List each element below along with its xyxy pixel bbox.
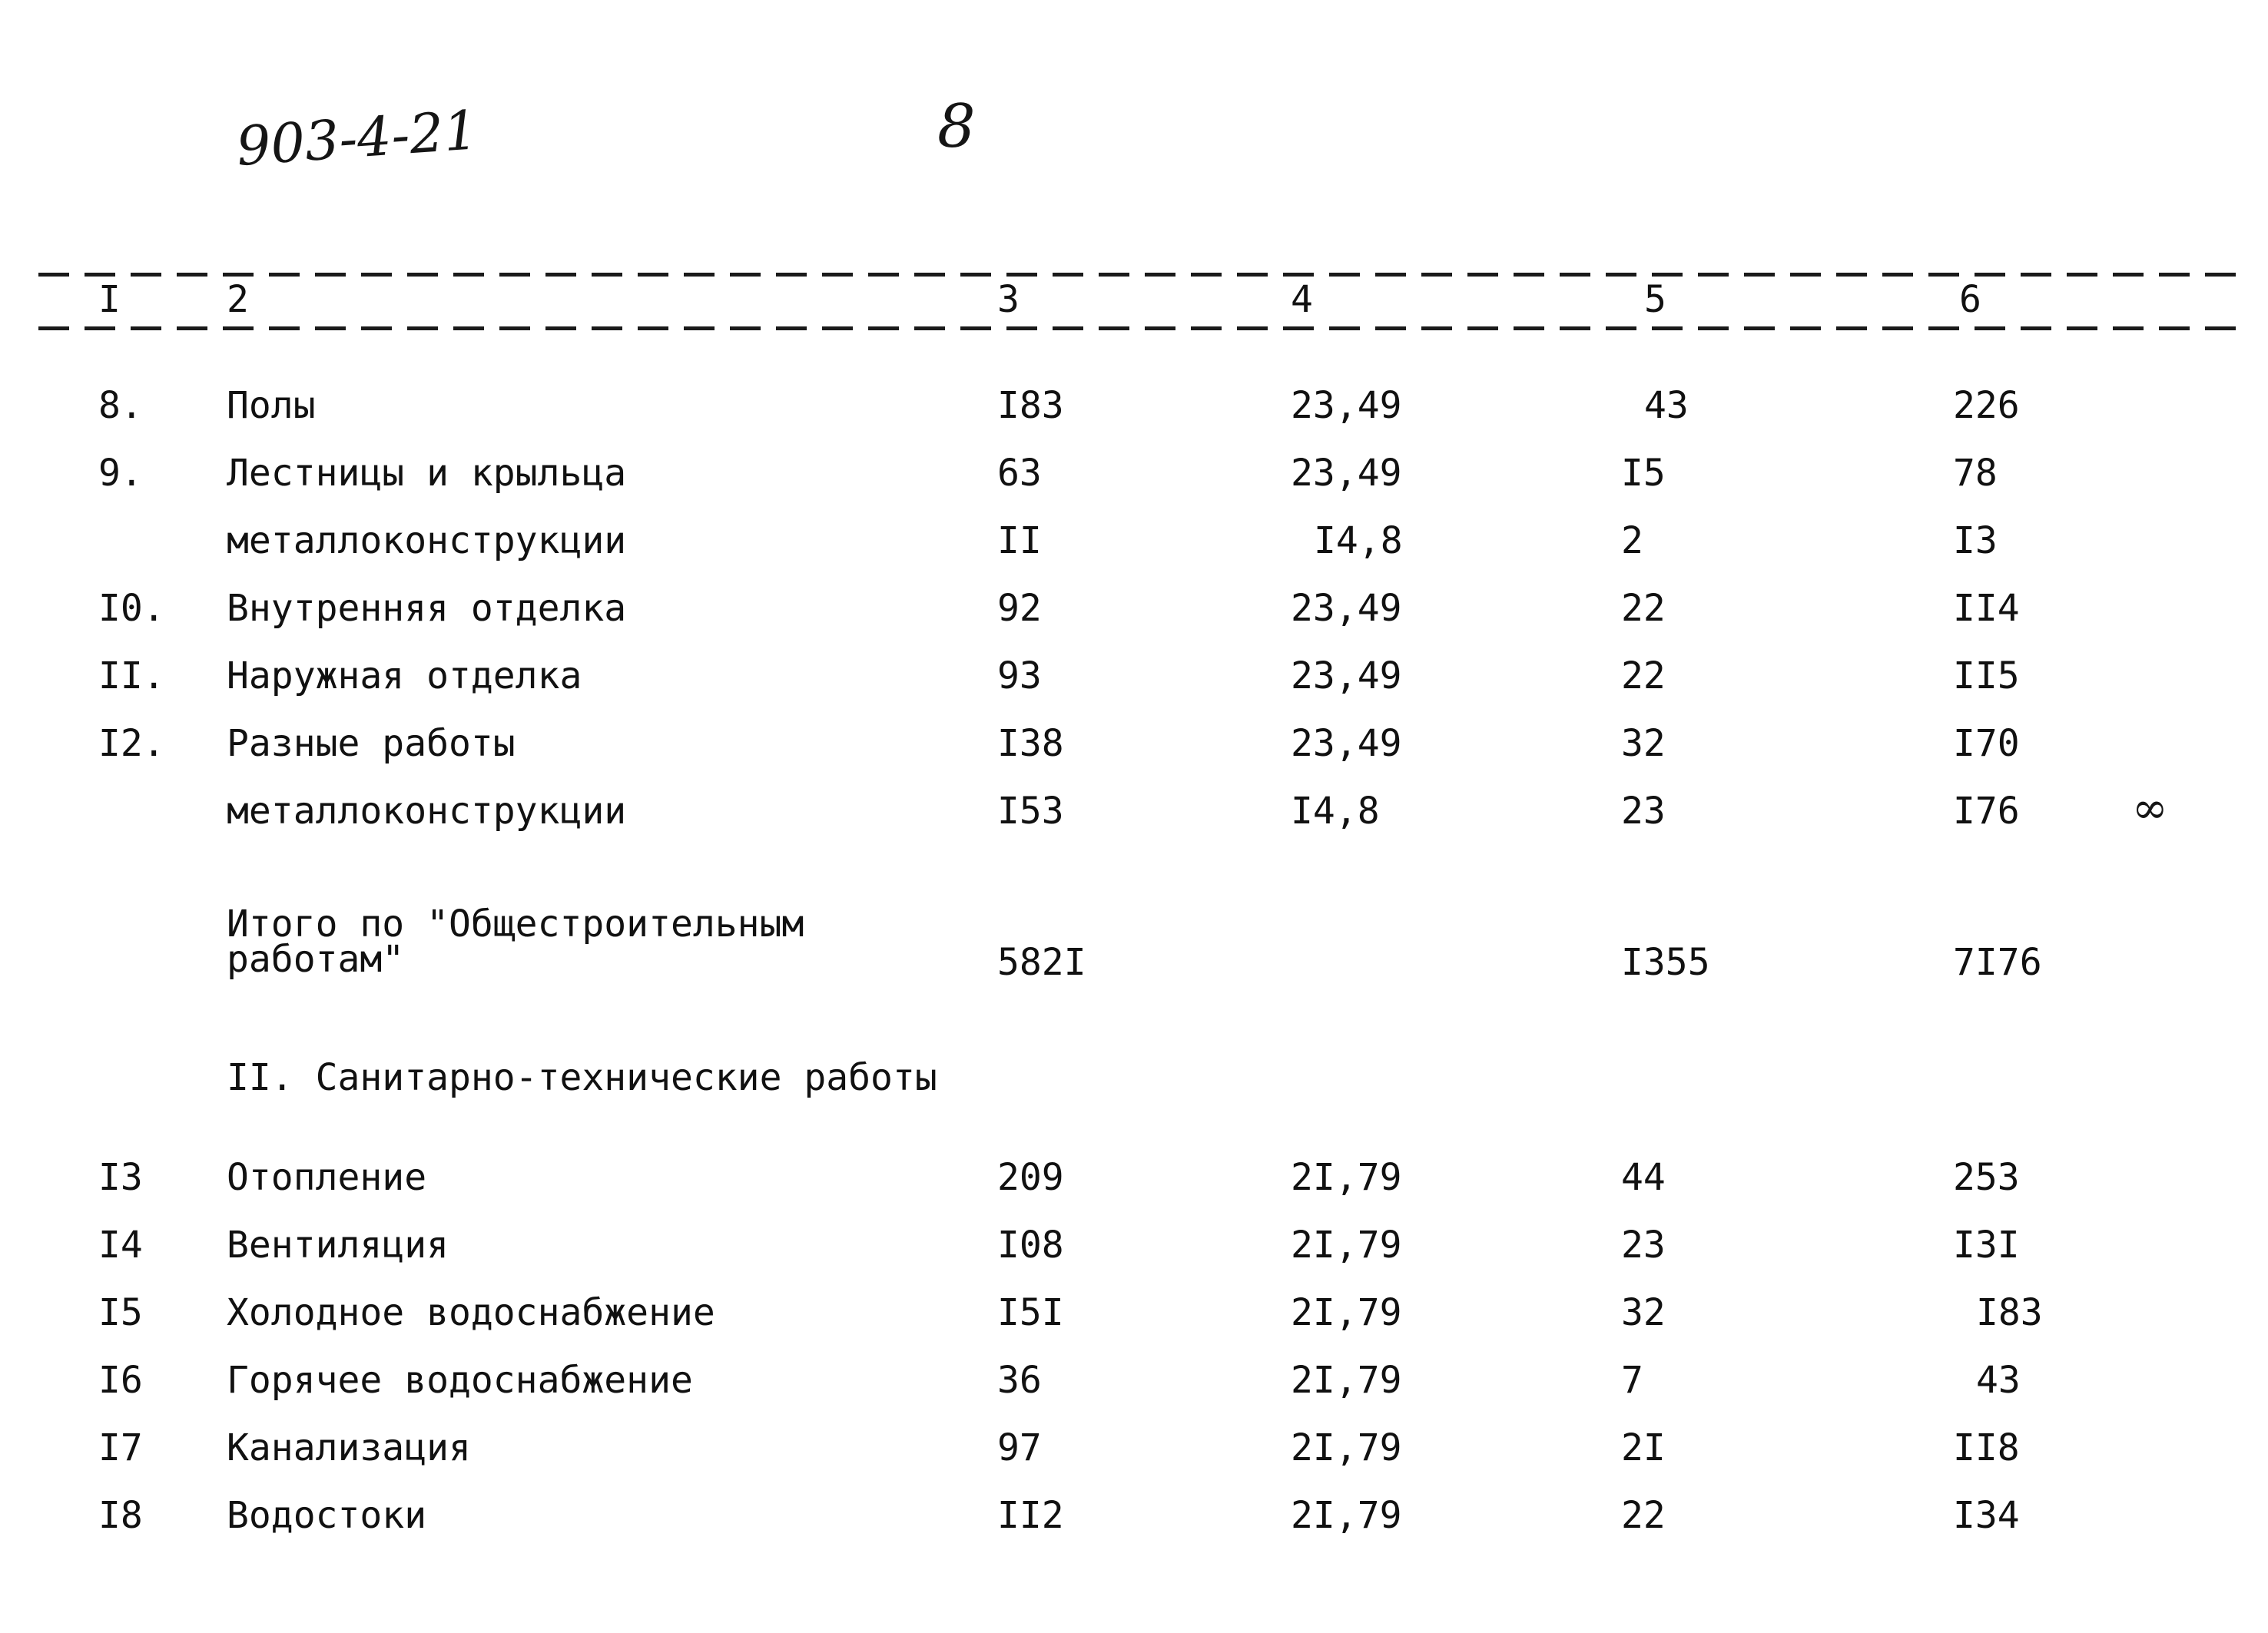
row-col-5: 32 [1621,1291,1666,1334]
row-col-5: 43 [1644,384,1689,427]
row-col-4: 2I,79 [1291,1224,1402,1267]
row-name: Горячее водоснабжение [227,1359,693,1402]
total-label-line-2: работам" [227,938,405,981]
row-col-3: I38 [997,722,1064,765]
total-label-line-1: Итого по "Общестроительным [227,903,804,946]
row-col-5: 44 [1621,1156,1666,1199]
row-name: Внутренняя отделка [227,587,627,630]
row-col-6: 253 [1953,1156,2020,1199]
total-col-5: I355 [1621,941,1710,984]
row-col-6: 78 [1953,452,1998,495]
row-col-4: 2I,79 [1291,1156,1402,1199]
row-name: Вентиляция [227,1224,449,1267]
row-number: I6 [98,1359,143,1402]
row-col-4: 2I,79 [1291,1359,1402,1402]
row-col-4: 23,49 [1291,722,1402,765]
row-number: I8 [98,1494,143,1537]
row-col-6: II8 [1953,1426,2020,1469]
row-col-5: 32 [1621,722,1666,765]
table-row [0,1224,2268,1285]
row-col-3: II [997,519,1042,562]
row-col-5: I5 [1621,452,1666,495]
table-row [0,722,2268,783]
row-name: Водостоки [227,1494,427,1537]
row-number: 9. [98,452,143,495]
row-col-6: I3I [1953,1224,2020,1267]
row-number: I0. [98,587,165,630]
row-col-3: I83 [997,384,1064,427]
row-number: I7 [98,1426,143,1469]
row-col-5: 22 [1621,587,1666,630]
row-number: I4 [98,1224,143,1267]
margin-mark: ∞ [2132,783,2168,833]
row-name: Полы [227,384,316,427]
row-number: II. [98,654,165,697]
header-col-1: I [98,278,121,321]
row-col-6: II5 [1953,654,2020,697]
row-col-3: 97 [997,1426,1042,1469]
table-row [0,1291,2268,1353]
header-rule-top [38,273,2236,277]
row-col-3: I53 [997,790,1064,833]
header-col-5: 5 [1644,278,1666,321]
section-title: II. Санитарно-технические работы [227,1056,937,1099]
row-number: 8. [98,384,143,427]
header-col-6: 6 [1959,278,1981,321]
table-row [0,587,2268,648]
total-row [0,938,2268,1002]
row-col-6: 226 [1953,384,2020,427]
row-name: металлоконструкции [227,790,627,833]
row-col-4: 23,49 [1291,452,1402,495]
row-col-3: 36 [997,1359,1042,1402]
row-col-5: 2 [1621,519,1643,562]
row-col-6: I70 [1953,722,2020,765]
row-col-4: 2I,79 [1291,1494,1402,1537]
row-col-4: I4,8 [1291,790,1380,833]
header-col-3: 3 [997,278,1020,321]
row-col-3: 209 [997,1156,1064,1199]
header-col-4: 4 [1291,278,1313,321]
table-row [0,519,2268,581]
row-col-5: 22 [1621,1494,1666,1537]
table-row [0,1426,2268,1488]
row-col-6: I83 [1976,1291,2043,1334]
table-row [0,790,2268,851]
row-col-3: 63 [997,452,1042,495]
row-col-4: I4,8 [1314,519,1403,562]
row-col-4: 23,49 [1291,587,1402,630]
total-col-3: 582I [997,941,1086,984]
row-col-5: 23 [1621,1224,1666,1267]
row-name: Отопление [227,1156,427,1199]
row-col-4: 2I,79 [1291,1426,1402,1469]
row-col-6: I34 [1953,1494,2020,1537]
row-col-5: 2I [1621,1426,1666,1469]
table-row [0,1156,2268,1217]
row-name: Лестницы и крыльца [227,452,627,495]
row-col-6: II4 [1953,587,2020,630]
table-row [0,384,2268,446]
row-number: I3 [98,1156,143,1199]
row-col-5: 22 [1621,654,1666,697]
row-col-3: I5I [997,1291,1064,1334]
row-col-5: 23 [1621,790,1666,833]
row-name: Холодное водоснабжение [227,1291,715,1334]
document-code: 903-4-21 [234,98,480,178]
row-col-5: 7 [1621,1359,1643,1402]
row-col-3: II2 [997,1494,1064,1537]
header-col-2: 2 [227,278,249,321]
row-col-6: I3 [1953,519,1998,562]
row-col-3: I08 [997,1224,1064,1267]
row-col-3: 92 [997,587,1042,630]
row-number: I5 [98,1291,143,1334]
row-col-6: I76 [1953,790,2020,833]
table-row [0,452,2268,513]
row-col-3: 93 [997,654,1042,697]
row-name: Разные работы [227,722,516,765]
table-row [0,654,2268,716]
row-col-4: 23,49 [1291,654,1402,697]
header-rule-bottom [38,326,2236,330]
table-row [0,1359,2268,1420]
row-name: Канализация [227,1426,471,1469]
table-row [0,1494,2268,1555]
row-name: металлоконструкции [227,519,627,562]
row-number: I2. [98,722,165,765]
total-col-6: 7I76 [1953,941,2042,984]
row-col-4: 23,49 [1291,384,1402,427]
row-col-6: 43 [1976,1359,2021,1402]
page-number: 8 [937,92,976,161]
row-name: Наружная отделка [227,654,582,697]
row-col-4: 2I,79 [1291,1291,1402,1334]
